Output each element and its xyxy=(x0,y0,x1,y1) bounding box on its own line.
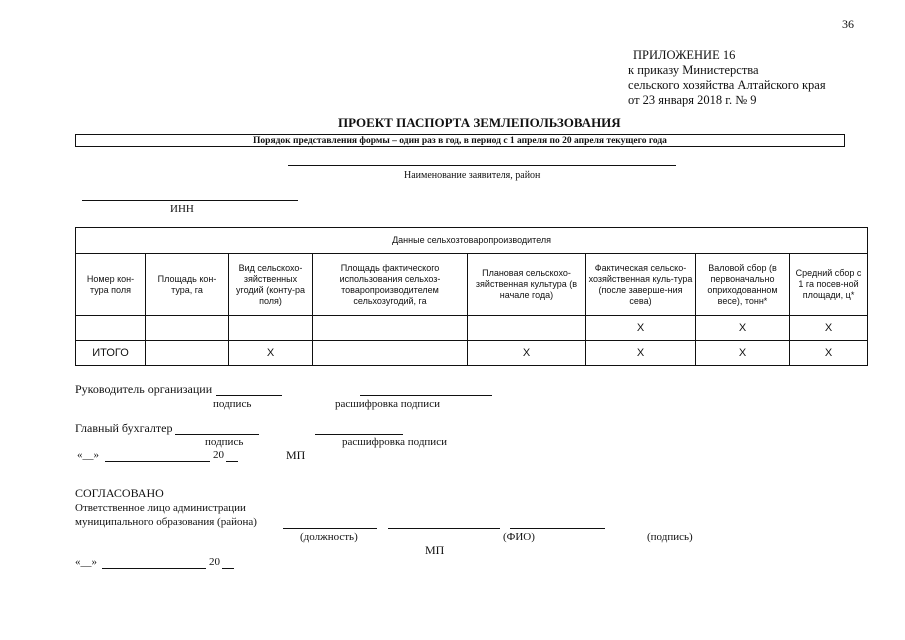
accountant-decoding-caption: расшифровка подписи xyxy=(342,436,447,448)
table-cell: X xyxy=(586,341,696,366)
approval-position-line[interactable] xyxy=(283,528,377,529)
head-decoding-caption: расшифровка подписи xyxy=(335,398,440,410)
head-signature-line[interactable] xyxy=(216,395,282,396)
col-header-actual-area: Площадь фактического использования сельхоз-товаропроизводителем сельхозугодий, га xyxy=(313,254,468,316)
table-group-header: Данные сельхозтоваропроизводителя xyxy=(76,228,868,254)
col-header-contour-number: Номер кон-тура поля xyxy=(76,254,146,316)
table-cell[interactable] xyxy=(468,316,586,341)
applicant-label: Наименование заявителя, район xyxy=(404,170,541,181)
stamp-label: МП xyxy=(286,448,306,462)
table-total-row xyxy=(76,341,868,366)
head-signature-caption: подпись xyxy=(213,398,252,410)
appendix-line-3: от 23 января 2018 г. № 9 xyxy=(628,93,757,107)
appendix-line-1: к приказу Министерства xyxy=(628,63,759,77)
table-cell[interactable] xyxy=(146,316,229,341)
table-cell: X xyxy=(468,341,586,366)
approval-signature-line[interactable] xyxy=(510,528,605,529)
col-header-avg-yield: Средний сбор с 1 га посев-ной площади, ц* xyxy=(790,254,868,316)
head-of-organization-label: Руководитель организации xyxy=(75,382,213,396)
table-cell: X xyxy=(696,316,790,341)
approval-fio-caption: (ФИО) xyxy=(503,531,535,543)
date-year-prefix: 20 xyxy=(213,449,224,461)
col-header-planned-crop: Плановая сельскохо-зяйственная культура (в начале года) xyxy=(468,254,586,316)
col-header-contour-area: Площадь кон-тура, га xyxy=(146,254,229,316)
table-cell: X xyxy=(586,316,696,341)
col-header-gross-harvest: Валовой сбор (в первоначально оприходованном весе), тонн* xyxy=(696,254,790,316)
submission-order-box xyxy=(75,134,845,147)
col-header-land-type: Вид сельскохо-зяйственных угодий (конту-ра поля) xyxy=(229,254,313,316)
approval-date-day-prefix: «__» xyxy=(75,556,97,568)
total-label: ИТОГО xyxy=(76,341,146,366)
table-cell[interactable] xyxy=(76,316,146,341)
table-cell: X xyxy=(790,341,868,366)
appendix-header xyxy=(628,48,826,108)
table-cell[interactable] xyxy=(146,341,229,366)
inn-underline xyxy=(82,200,298,201)
table-cell[interactable] xyxy=(229,316,313,341)
approval-date-year-line[interactable] xyxy=(222,568,234,569)
table-cell: X xyxy=(790,316,868,341)
col-header-actual-crop: Фактическая сельско-хозяйственная куль-тура (после заверше-ния сева) xyxy=(586,254,696,316)
approval-date-year-prefix: 20 xyxy=(209,556,220,568)
appendix-title: ПРИЛОЖЕНИЕ 16 xyxy=(633,48,736,62)
approval-position-caption: (должность) xyxy=(300,531,358,543)
approval-stamp-label: МП xyxy=(425,543,445,557)
table-header-row xyxy=(76,254,868,316)
chief-accountant-label: Главный бухгалтер xyxy=(75,421,173,435)
accountant-decoding-line[interactable] xyxy=(315,434,403,435)
submission-order-text: Порядок представления формы – один раз в год, в период с 1 апреля по 20 апреля текущего года xyxy=(253,135,667,146)
appendix-line-2: сельского хозяйства Алтайского края xyxy=(628,78,826,92)
producer-data-table xyxy=(75,227,868,366)
accountant-signature-caption: подпись xyxy=(205,436,244,448)
table-cell: X xyxy=(696,341,790,366)
approval-signature-caption: (подпись) xyxy=(647,531,693,543)
applicant-underline xyxy=(288,165,676,166)
approval-title: СОГЛАСОВАНО xyxy=(75,486,164,500)
approval-line-2: муниципального образования (района) xyxy=(75,516,257,528)
table-cell: X xyxy=(229,341,313,366)
accountant-signature-line[interactable] xyxy=(175,434,259,435)
table-cell[interactable] xyxy=(313,341,468,366)
date-day-prefix: «__» xyxy=(77,449,99,461)
approval-line-1: Ответственное лицо администрации xyxy=(75,502,246,514)
page-number: 36 xyxy=(842,17,854,31)
approval-fio-line[interactable] xyxy=(388,528,500,529)
date-month-line[interactable] xyxy=(105,461,210,462)
document-title: ПРОЕКТ ПАСПОРТА ЗЕМЛЕПОЛЬЗОВАНИЯ xyxy=(338,115,621,130)
table-cell[interactable] xyxy=(313,316,468,341)
date-year-line[interactable] xyxy=(226,461,238,462)
head-decoding-line[interactable] xyxy=(360,395,492,396)
inn-label: ИНН xyxy=(170,203,194,215)
approval-date-month-line[interactable] xyxy=(102,568,206,569)
table-row xyxy=(76,316,868,341)
